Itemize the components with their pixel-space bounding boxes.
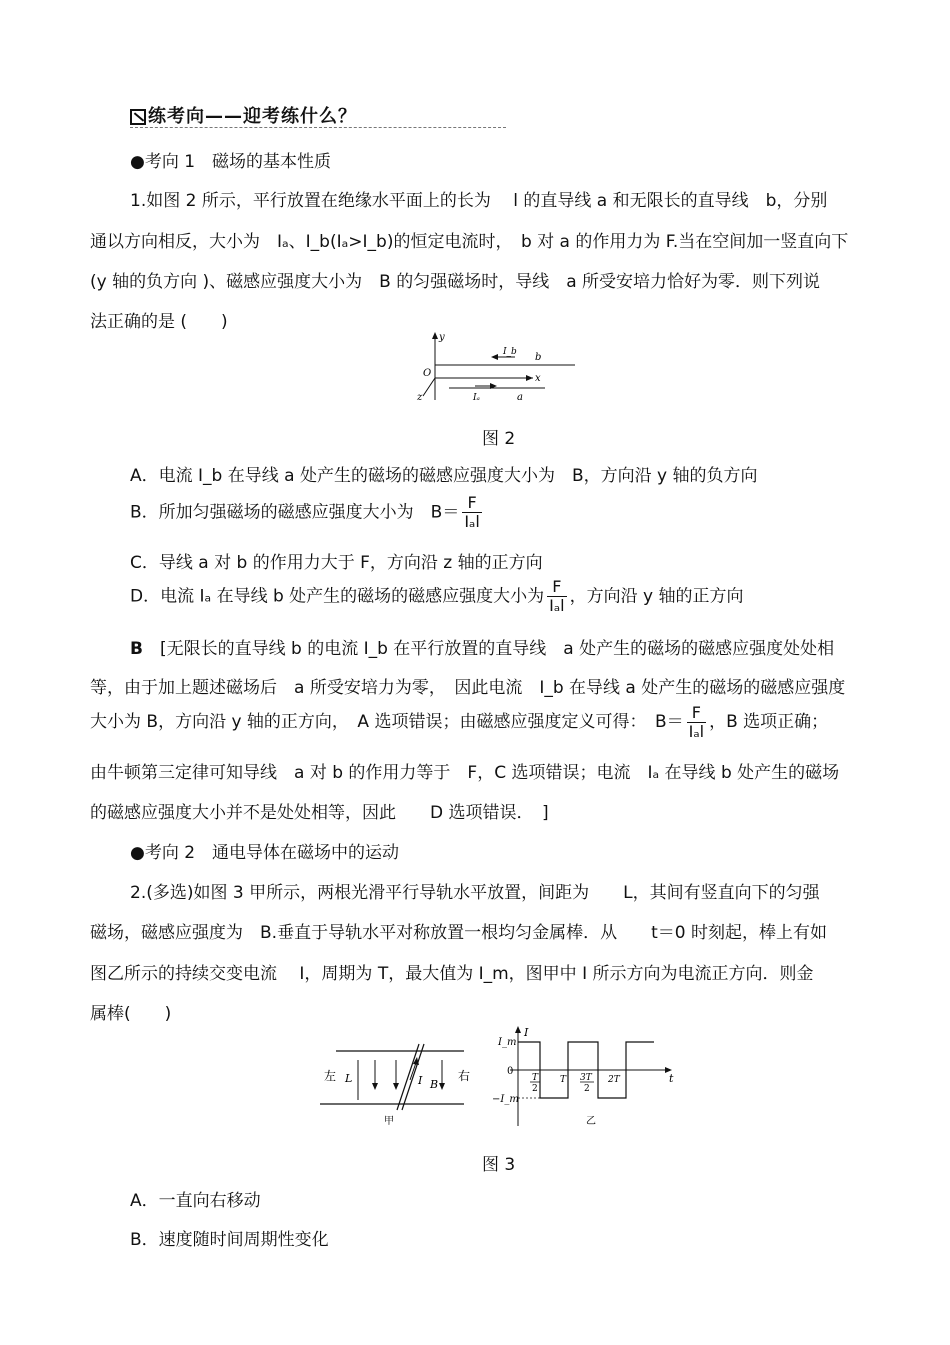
q2-line2: 磁场，磁感应强度为 B.垂直于导轨水平对称放置一根均匀金属棒．从 t＝0 时刻起，棒上有如 [90,923,827,943]
answer1-line3-text: 大小为 B，方向沿 y 轴的正方向， A 选项错误；由磁感应强度定义可得： B＝ [90,712,684,732]
q1-option-b [130,494,485,531]
current-b-arrow-icon [491,354,498,360]
header-box-icon [130,109,146,125]
fraction-denominator: Iₐl [549,596,565,615]
fig2-x-label: x [535,373,541,384]
graph-neg-im-label: −I_m [492,1094,519,1105]
answer1-fraction [687,704,706,741]
fraction-numerator: F [462,494,481,513]
tick-t-half-num: T [532,1073,539,1083]
header-divider [130,127,506,128]
tick-t-half-den: 2 [532,1084,538,1094]
q2-line4: 属棒( ) [90,1004,172,1024]
tick-3t-den: 2 [584,1084,590,1094]
section-header [130,102,357,128]
fraction-numerator: F [687,704,706,723]
fig2-y-arrow-icon [432,332,438,339]
section2-title: ●考向 2 通电导体在磁场中的运动 [130,843,400,863]
q1-option-b-text: B．所加匀强磁场的磁感应强度大小为 B＝ [130,502,460,523]
q2-line1: 2.(多选)如图 3 甲所示，两根光滑平行导轨水平放置，间距为 L，其间有竖直向下的匀强 [130,883,820,903]
graph-t-label: t [669,1072,674,1085]
figure-2-diagram [415,330,585,408]
graph-i-arrow-icon [515,1026,521,1033]
section1-title: ●考向 1 磁场的基本性质 [130,152,332,172]
q1-option-d-tail: ，方向沿 y 轴的正方向 [569,586,744,607]
answer1-line3 [90,703,828,741]
fig3-right-label: 右 [458,1069,471,1083]
figure-3-jia-diagram [318,1040,476,1126]
answer1-line4: 由牛顿第三定律可知导线 a 对 b 的作用力等于 F，C 选项错误；电流 Iₐ 在导线 b 处产生的磁场 [90,763,840,783]
field-arrow-3-icon [439,1083,445,1090]
fig2-ib-label: I_b [503,347,517,357]
field-arrow-1-icon [372,1083,378,1090]
fig3-left-label: 左 [324,1069,337,1083]
tick-3t-num: 3T [580,1073,592,1083]
q1-line2: 通以方向相反，大小为 Iₐ、I_b(Iₐ>I_b)的恒定电流时， b 对 a 的作用力为 F.当在空间加一竖直向下 [90,232,849,252]
header-title: 练考向——迎考练什么？ [148,106,357,127]
field-arrow-2-icon [393,1083,399,1090]
graph-i-label: I [524,1026,529,1039]
answer1-line1-text: [无限长的直导线 b 的电流 I_b 在平行放置的直导线 a 处产生的磁场的磁感应强度处处相 [159,639,835,659]
q2-option-a: A．一直向右移动 [130,1191,261,1211]
fig3-yi-label: 乙 [586,1116,596,1127]
graph-zero-label: 0 [507,1066,514,1077]
fig3-length-label: L [345,1072,353,1085]
fraction-numerator: F [547,578,566,597]
fig2-origin-label: O [423,368,432,379]
q1-option-d-text: D．电流 Iₐ 在导线 b 处产生的磁场的磁感应强度大小为 [130,586,545,607]
figure-3-yi-graph [488,1024,678,1128]
q1-line4: 法正确的是 ( ) [90,312,228,332]
q1-line3: (y 轴的负方向 )、磁感应强度大小为 B 的匀强磁场时，导线 a 所受安培力恰好为零．则下列说 [90,272,821,292]
q1-option-b-fraction [462,494,481,531]
figure-2-caption: 图 2 [482,429,516,449]
q1-option-c: C．导线 a 对 b 的作用力大于 F，方向沿 z 轴的正方向 [130,553,543,573]
answer1-line5: 的磁感应强度大小并不是处处相等，因此 D 选项错误． ] [90,803,549,823]
q1-option-d-fraction [547,578,566,615]
tick-2t: 2T [608,1075,620,1085]
tick-t: T [560,1075,567,1085]
fig3-current-label: I [418,1074,423,1087]
metal-rod-edge-1 [397,1044,419,1110]
answer1-line1 [130,638,834,660]
answer1-line3-tail: ，B 选项正确； [709,712,829,732]
fraction-denominator: Iₐl [688,721,705,741]
q1-option-a: A．电流 I_b 在导线 a 处产生的磁场的磁感应强度大小为 B，方向沿 y 轴的负方向 [130,466,758,486]
fig2-z-axis [423,378,435,396]
q2-line3: 图乙所示的持续交变电流 I，周期为 T，最大值为 I_m，图甲中 I 所示方向为电流正方向．则金 [90,964,814,984]
answer1-line2: 等，由于加上题述磁场后 a 所受安培力为零， 因此电流 I_b 在导线 a 处产生的磁场的磁感应强度 [90,678,846,698]
fig3-field-label: B [430,1078,439,1091]
fig2-ia-label: Iₐ [473,393,480,403]
answer1-letter: B [130,639,143,659]
fig3-jia-label: 甲 [384,1116,394,1126]
fig2-b-label: b [535,352,542,363]
q2-option-b: B．速度随时间周期性变化 [130,1230,329,1250]
q1-option-d [130,578,743,615]
fig2-x-arrow-icon [526,375,533,381]
q1-line1: 1.如图 2 所示，平行放置在绝缘水平面上的长为 l 的直导线 a 和无限长的直导线 b，分别 [130,191,828,211]
fig2-z-label: z [417,392,423,403]
fraction-denominator: Iₐl [464,512,480,531]
figure-3-caption: 图 3 [482,1155,516,1175]
fig2-y-label: y [439,332,445,343]
graph-im-label: I_m [498,1037,517,1048]
fig2-a-label: a [517,392,523,403]
